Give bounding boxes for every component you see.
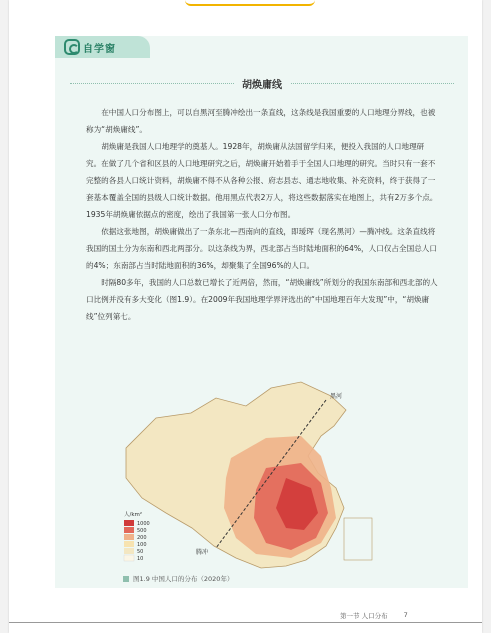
- article-title-wrap: [70, 73, 454, 92]
- footer-rule: [9, 622, 482, 623]
- map-label-heihe: 黑河: [330, 393, 343, 400]
- footer-section: 第一节 人口分布: [340, 612, 388, 620]
- legend-swatch-500: [124, 527, 134, 533]
- paragraph: 依据这张地图，胡焕庸做出了一条东北—西南向的直线，即瑷珲（现名黑河）—腾冲线。这条直线将我国的国土分为东南和西北两部分。以这条线为界，西北部占当时陆地面积的64%，人口仅占全国总人口的4%；东南部占当时陆地面积的36%，却聚集了全国96%的人口。: [86, 227, 437, 270]
- article-body: [86, 104, 438, 325]
- legend-swatch-1000: [124, 520, 134, 526]
- page-number: 7: [403, 611, 408, 619]
- map-legend: [124, 510, 150, 562]
- legend-label: 200: [137, 535, 147, 541]
- caption-text: 图1.9 中国人口的分布（2020年）: [133, 575, 234, 583]
- top-decoration: [185, 0, 315, 6]
- legend-title: 人/km²: [124, 512, 143, 518]
- figure-caption: [123, 574, 233, 583]
- paragraph: 时隔80多年，我国的人口总数已增长了近两倍，然而，“胡焕庸线”所划分的我国东南部和西北部的人口比例并没有多大变化（图1.9）。在2009年我国地理学界评选出的“中国地理百年大发现”中，“胡焕庸线”位列第七。: [86, 278, 438, 321]
- legend-swatch-10: [124, 555, 134, 561]
- legend-label: 500: [137, 528, 147, 534]
- self-study-icon: [64, 39, 80, 55]
- legend-label: 1000: [137, 521, 150, 527]
- legend-label: 10: [137, 556, 144, 562]
- map-label-tengchong: 腾冲: [196, 549, 209, 556]
- section-tab-label: 自学窗: [83, 43, 116, 55]
- section-tab: [55, 36, 150, 58]
- south-china-sea-inset: [344, 518, 372, 560]
- legend-swatch-100: [124, 541, 134, 547]
- paragraph: 胡焕庸是我国人口地理学的奠基人。1928年，胡焕庸从法国留学归来，便投入我国的人口地理研究。在做了几个省和区县的人口地理研究之后，胡焕庸开始着手于全国人口地理的研究。当时只有一套不完整的各县人口统计资料，胡焕庸不得不从各种公报、府志县志、通志地收集、补充资料，终于获得了一套基本覆盖全国的县级人口统计数据。他用黑点代表2万人，将这些数据落实在地图上，共有2万多个点。1935年胡焕庸依据点的密度，绘出了我国第一张人口分布图。: [86, 142, 438, 219]
- legend-swatch-200: [124, 534, 134, 540]
- legend-swatch-50: [124, 548, 134, 554]
- paragraph: 在中国人口分布图上，可以自黑河至腾冲绘出一条直线，这条线是我国重要的人口地理分界线，也被称为“胡焕庸线”。: [86, 108, 436, 134]
- article-title: 胡焕庸线: [234, 80, 290, 91]
- population-map: [96, 378, 418, 578]
- legend-label: 100: [137, 542, 147, 548]
- legend-label: 50: [137, 549, 144, 555]
- page-footer: [340, 611, 408, 620]
- caption-marker: [123, 576, 129, 582]
